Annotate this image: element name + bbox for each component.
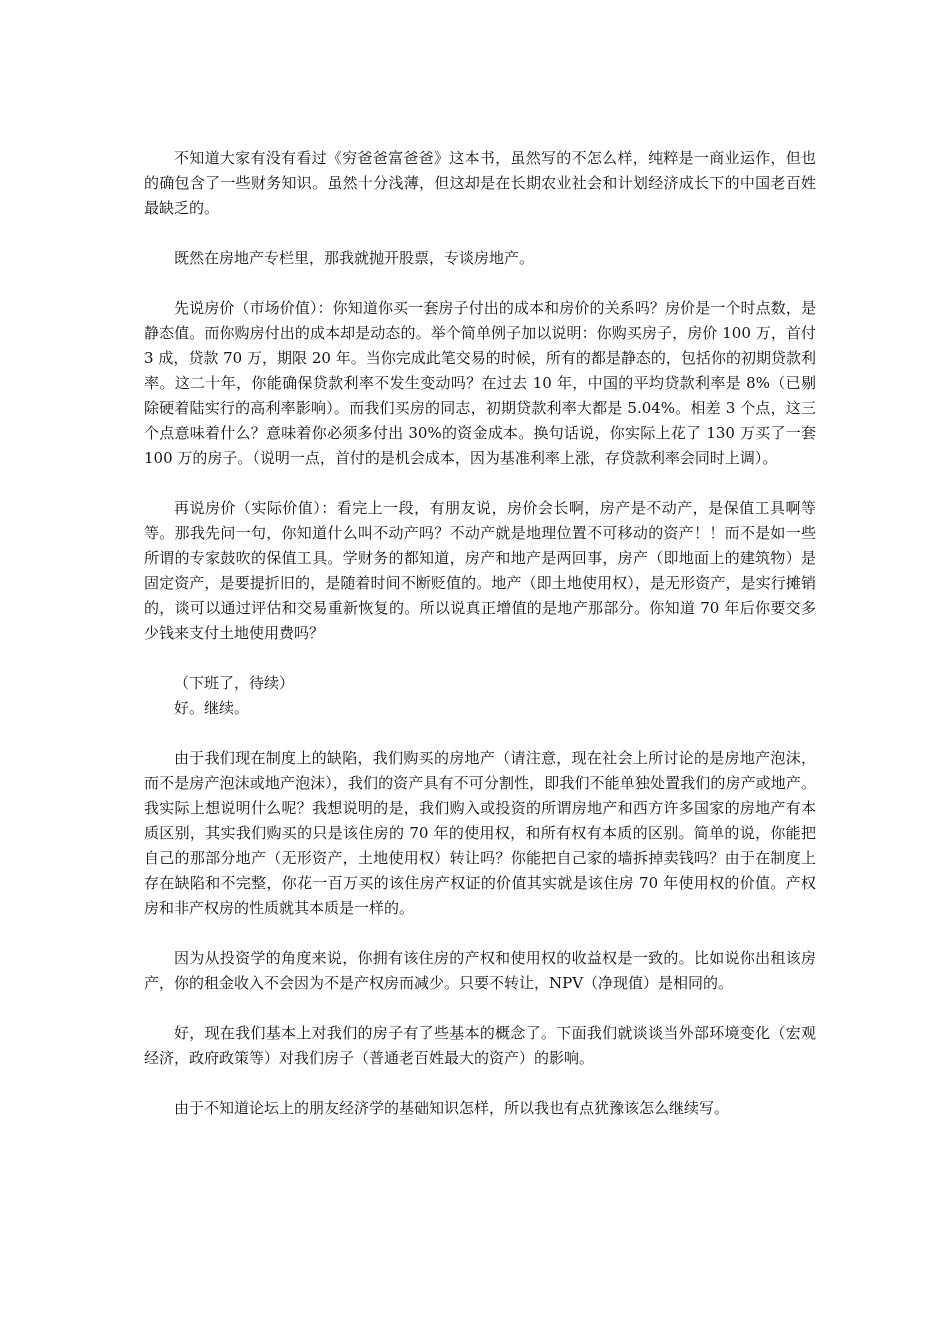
document-body (144, 146, 816, 1146)
paragraph-continue: 好。继续。 (174, 699, 250, 717)
paragraph-topic: 既然在房地产专栏里，那我就抛开股票，专谈房地产。 (174, 249, 535, 267)
paragraph-market-value: 先说房价（市场价值）：你知道你买一套房子付出的成本和房价的关系吗？房价是一个时点数，是静态值。而你购房付出的成本却是动态的。举个简单例子加以说明：你购买房子，房价 100 万，首付 3 成，贷款 70 万，期限 20 年。当你完成此笔交易的时候，所有的都是静态的，包括你的初期贷款利率。这二十年，你能确保贷款利率不发生变动吗？在过去 10 年，中国的平均贷款利率是 8%（已剔除硬着陆实行的高利率影响）。而我们买房的同志，初期贷款利率大都是 5.04%。相差 3 个点，这三个点意味着什么？意味着你必须多付出 30%的资金成本。换句话说，你实际上花了 130 万买了一套 100 万的房子。（说明一点，首付的是机会成本，因为基准利率上涨，存贷款利率会同时上调）。 (144, 299, 816, 467)
paragraph-intro: 不知道大家有没有看过《穷爸爸富爸爸》这本书，虽然写的不怎么样，纯粹是一商业运作，但也的确包含了一些财务知识。虽然十分浅薄，但这却是在长期农业社会和计划经济成长下的中国老百姓最缺乏的。 (144, 149, 816, 217)
paragraph-to-be-continued: （下班了，待续） (174, 674, 295, 692)
paragraph-external-factors: 好，现在我们基本上对我们的房子有了些基本的概念了。下面我们就谈谈当外部环境变化（宏观经济，政府政策等）对我们房子（普通老百姓最大的资产）的影响。 (144, 1024, 816, 1067)
paragraph-closing: 由于不知道论坛上的朋友经济学的基础知识怎样，所以我也有点犹豫该怎么继续写。 (174, 1099, 730, 1117)
paragraph-system-defect: 由于我们现在制度上的缺陷，我们购买的房地产（请注意，现在社会上所讨论的是房地产泡沫，而不是房产泡沫或地产泡沫），我们的资产具有不可分割性，即我们不能单独处置我们的房产或地产。我实际上想说明什么呢？我想说明的是，我们购入或投资的所谓房地产和西方许多国家的房地产有本质区别，其实我们购买的只是该住房的 70 年的使用权，和所有权有本质的区别。简单的说，你能把自己的那部分地产（无形资产，土地使用权）转让吗？你能把自己家的墙拆掉卖钱吗？由于在制度上存在缺陷和不完整，你花一百万买的该住房产权证的价值其实就是该住房 70 年使用权的价值。产权房和非产权房的性质就其本质是一样的。 (144, 749, 816, 917)
paragraph-investment-view: 因为从投资学的角度来说，你拥有该住房的产权和使用权的收益权是一致的。比如说你出租该房产，你的租金收入不会因为不是产权房而减少。只要不转让，NPV（净现值）是相同的。 (144, 949, 816, 992)
paragraph-actual-value: 再说房价（实际价值）：看完上一段，有朋友说，房价会长啊，房产是不动产，是保值工具啊等等。那我先问一句，你知道什么叫不动产吗？不动产就是地理位置不可移动的资产！！而不是如一些所谓的专家鼓吹的保值工具。学财务的都知道，房产和地产是两回事，房产（即地面上的建筑物）是固定资产，是要提折旧的，是随着时间不断贬值的。地产（即土地使用权），是无形资产，是实行摊销的，谈可以通过评估和交易重新恢复的。所以说真正增值的是地产那部分。你知道 70 年后你要交多少钱来支付土地使用费吗？ (144, 499, 816, 642)
